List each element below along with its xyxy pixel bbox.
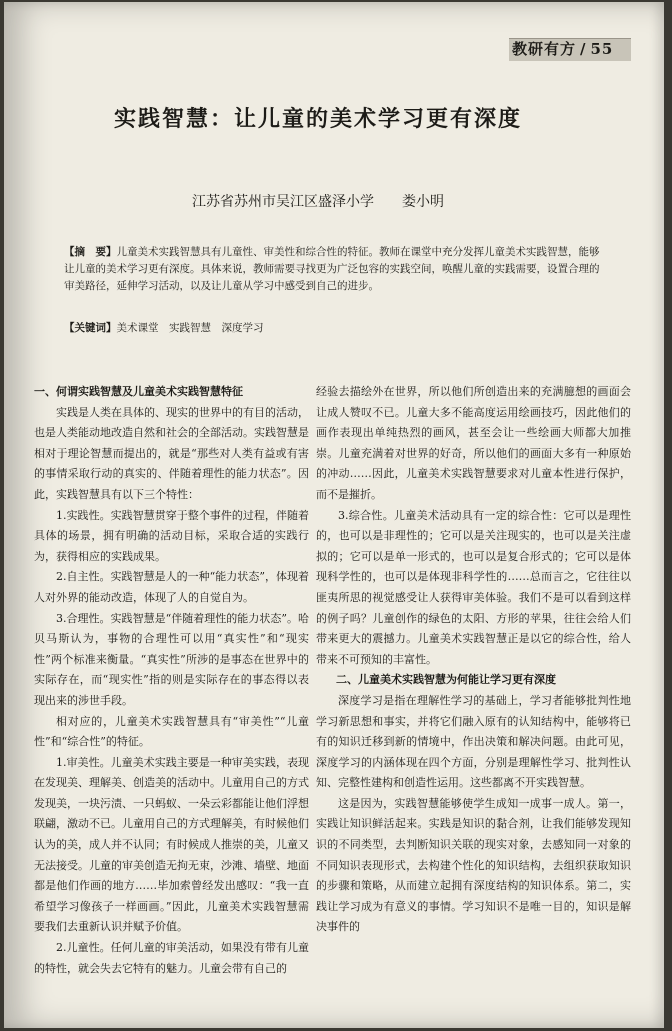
abstract	[64, 244, 604, 295]
keywords	[64, 320, 564, 337]
abstract-text: 儿童美术实践智慧具有儿童性、审美性和综合性的特征。教师在课堂中充分发挥儿童美术实践智慧，能够让儿童的美术学习更有深度。具体来说，教师需要寻找更为广泛包容的实践空间，唤醒儿童的实践需要，设置合理的审美路径，延伸学习活动，以及让儿童从学习中感受到自己的进步。	[64, 246, 600, 292]
paragraph: 2.儿童性。任何儿童的审美活动，如果没有带有儿童的特性，就会失去它特有的魅力。儿童会带有自己的	[34, 941, 309, 975]
paragraph: 相对应的，儿童美术实践智慧具有“审美性”“儿童性”和“综合性”的特征。	[34, 714, 309, 749]
article-title: 实践智慧：让儿童的美术学习更有深度	[114, 107, 523, 132]
section-heading: 一、何谓实践智慧及儿童美术实践智慧特征	[34, 385, 243, 398]
keywords-label: 【关键词】	[64, 322, 117, 334]
author-line	[192, 192, 444, 212]
paragraph: 3.综合性。儿童美术活动具有一定的综合性：它可以是理性的，也可以是非理性的；它可以是关注现实的，也可以是关注虚拟的；它可以是单一形式的，也可以是复合形式的；它可以是体现科学性的，也可以是体现非科学性的……总而言之，它往往以匪夷所思的视觉感受让人获得审美体验。我们不是可以看到这样的例子吗？儿童创作的绿色的太阳、方形的苹果，往往会给人们带来更大的震撼力。儿童美术实践智慧正是以它的综合性，给人带来不可预知的丰富性。	[316, 508, 631, 666]
right-column	[316, 382, 631, 938]
paragraph: 3.合理性。实践智慧是“伴随着理性的能力状态”。哈贝马斯认为，事物的合理性可以用“真实性”和“现实性”两个标准来衡量。“真实性”所涉的是事态在世界中的实际存在，而“现实性”指的则是实际存在的事态得以表现出来的涉世手段。	[34, 611, 309, 707]
abstract-label: 【摘 要】	[64, 246, 117, 258]
keywords-text: 美术课堂 实践智慧 深度学习	[116, 322, 264, 334]
paragraph: 2.自主性。实践智慧是人的一种“能力状态”，体现着人对外界的能动改造，体现了人的自觉自为。	[34, 570, 309, 604]
header-separator: /	[580, 40, 587, 58]
author-name: 娄小明	[402, 194, 444, 210]
paragraph: 这是因为，实践智慧能够使学生成知一成事一成人。第一，实践让知识鲜活起来。实践是知识的黏合剂，让我们能够发现知识的不同类型，去判断知识关联的现实对象，去感知同一对象的不同知识表现形式，去构建个性化的知识结构，去组织获取知识的步骤和策略，从而建立起拥有深度结构的知识体系。第二，实践让学习成为有意义的事情。学习知识不是唯一目的，知识是解决事件的	[316, 796, 631, 934]
paragraph-continued: 经验去描绘外在世界，所以他们所创造出来的充满臆想的画面会让成人赞叹不已。儿童大多不能高度运用绘画技巧，因此他们的画作表现出单纯热烈的画风，甚至会让一些绘画大师都大加推崇。儿童充满着对世界的好奇，所以他们的画面大多有一种原始的冲动……因此，儿童美术实践智慧要求对儿童本性进行保护，而不是摧折。	[316, 385, 631, 501]
left-column	[34, 382, 309, 979]
author-affiliation: 江苏省苏州市吴江区盛泽小学	[192, 194, 374, 210]
section-name: 教研有方	[512, 40, 577, 58]
paragraph: 实践是人类在具体的、现实的世界中的有目的活动，也是人类能动地改造自然和社会的全部活动。实践智慧是相对于理论智慧而提出的，就是“那些对人类有益或有害的事情采取行动的真实的、伴随着理性的能力状态”。因此，实践智慧具有以下三个特性：	[34, 405, 309, 501]
section-heading: 二、儿童美术实践智慧为何能让学习更有深度	[336, 673, 556, 687]
paragraph: 1.实践性。实践智慧贯穿于整个事件的过程，伴随着具体的场景，拥有明确的活动目标，采取合适的实践行为，获得相应的实践成果。	[34, 508, 309, 563]
page-number: 55	[590, 40, 614, 58]
journal-page	[4, 2, 664, 1028]
paragraph: 深度学习是指在理解性学习的基础上，学习者能够批判性地学习新思想和事实，并将它们融入原有的认知结构中，能够将已有的知识迁移到新的情境中，作出决策和解决问题。由此可见，深度学习的内涵体现在四个方面，分别是理解性学习、批判性认知、完整性建构和创造性运用。这些都离不开实践智慧。	[316, 693, 631, 790]
paragraph: 1.审美性。儿童美术实践主要是一种审美实践，表现在发现美、理解美、创造美的活动中。儿童用自己的方式发现美，一块污渍、一只蚂蚁、一朵云彩都能让他们浮想联翩，激动不已。儿童用自己的方式理解美，有时候他们认为的美，成人并不认同；有时候成人推崇的美，儿童又无法接受。儿童的审美创造无拘无束，沙滩、墙壁、地面都是他们作画的地方……毕加索曾经发出感叹：“我一直希望学习像孩子一样画画。”因此，儿童美术实践智慧需要我们去重新认识并赋予价值。	[34, 755, 309, 934]
running-header	[512, 38, 613, 60]
